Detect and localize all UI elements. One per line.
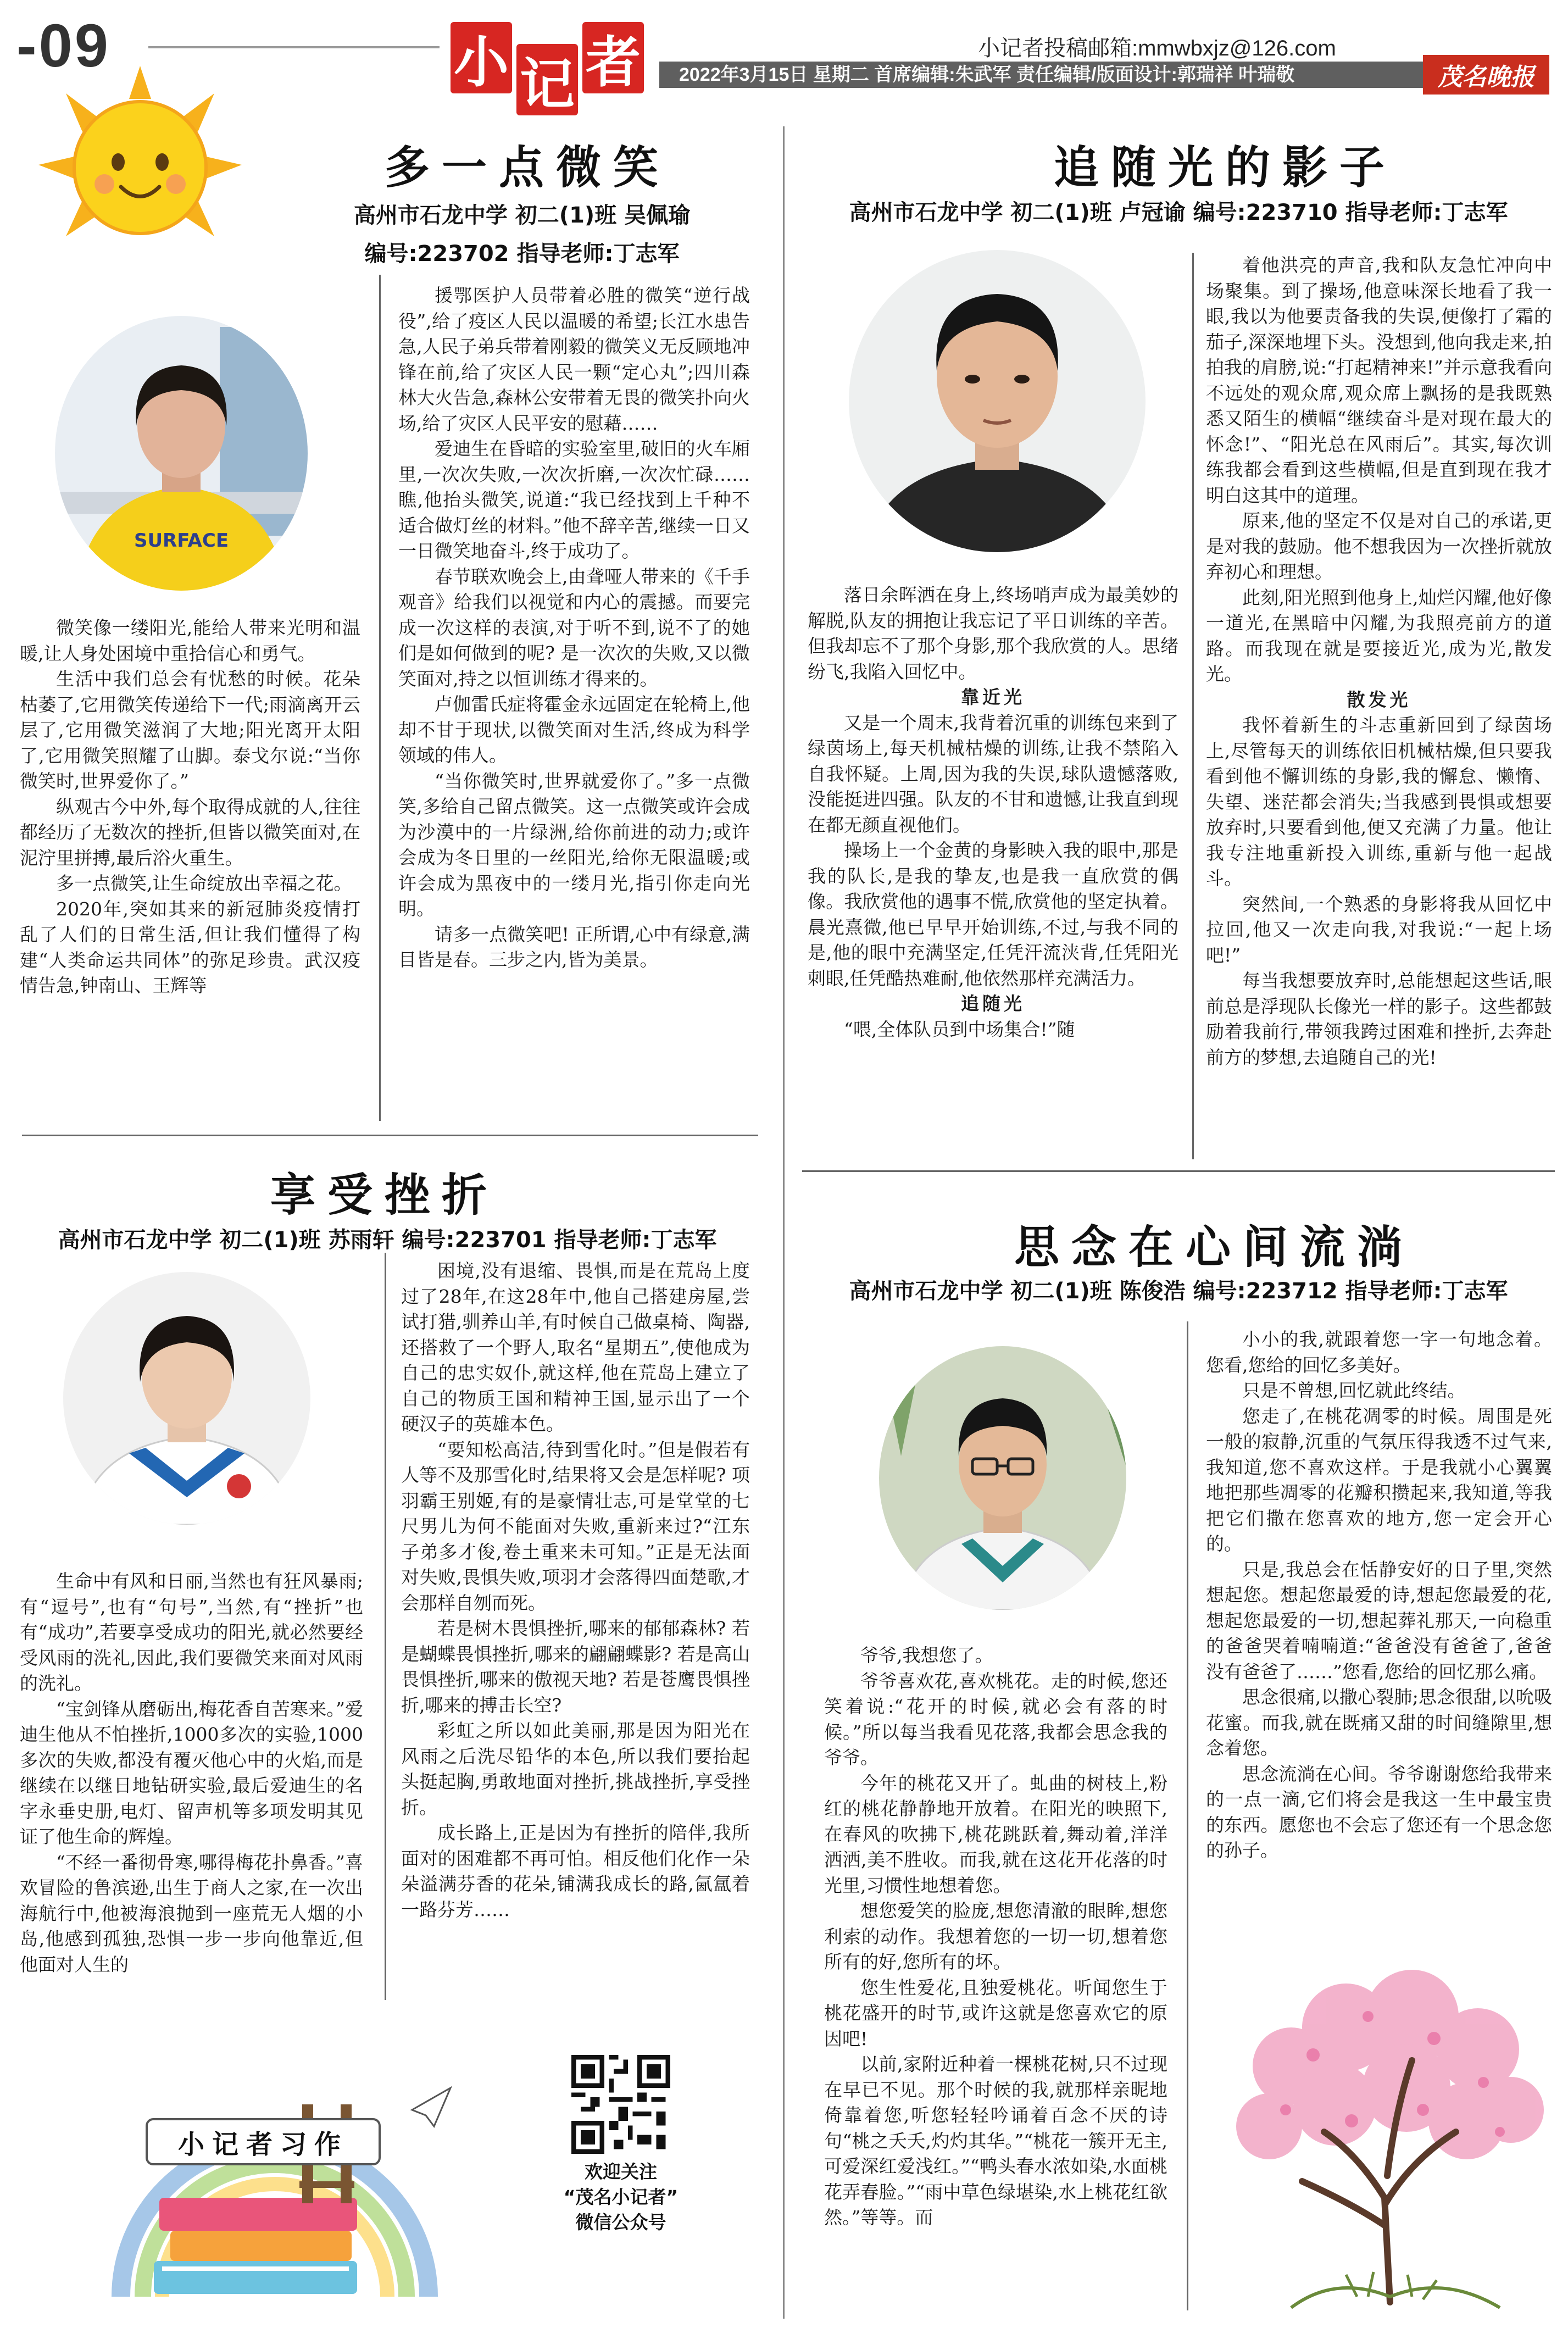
paragraph: 想您爱笑的脸庞,想您清澈的眼眸,想您利索的动作。我想着您的一切一切,想着您所有的好,您所有的坏。	[824, 1900, 1167, 1973]
subheading: 靠近光	[961, 686, 1025, 708]
article1-byline-id: 编号:223702 指导老师:丁志军	[364, 241, 680, 266]
article1-col1	[20, 615, 360, 999]
paragraph: 卢伽雷氏症将霍金永远固定在轮椅上,他却不甘于现状,以微笑面对生活,终成为科学领域的伟人。	[398, 693, 750, 766]
paragraph: 我怀着新生的斗志重新回到了绿茵场上,尽管每天的训练依旧机械枯燥,但只要我看到他不懈训练的身影,我的懈怠、懒惰、失望、迷茫都会消失;当我感到畏惧或想要放弃时,只要看到他,便又充满了力量。他让我专注地重新投入训练,重新与他一起战斗。	[1206, 714, 1552, 889]
paragraph: 您生性爱花,且独爱桃花。听闻您生于桃花盛开的时节,或许这就是您喜欢它的原因吧!	[824, 1976, 1167, 2049]
paragraph: 春节联欢晚会上,由聋哑人带来的《千手观音》给我们以视觉和内心的震撼。而要完成一次这样的表演,对于听不到,说不了的她们是如何做到的呢? 是一次次的失败,又以微笑面对,持之以恒训练才得来的。	[398, 565, 750, 690]
article4-title: 思念在心间流淌	[1014, 1221, 1414, 1274]
article1-author-photo	[55, 316, 308, 591]
shirt-text: SURFACE	[134, 530, 229, 552]
subheading: 追随光	[961, 993, 1025, 1014]
qr-code[interactable]	[571, 2055, 670, 2154]
section-char-1: 小	[451, 22, 512, 93]
qr-caption	[527, 2159, 714, 2235]
paragraph: 困境,没有退缩、畏惧,而是在荒岛上度过了28年,在这28年中,他自己搭建房屋,尝试打猎,驯养山羊,有时候自己做桌椅、陶器,还搭救了一个野人,取名“星期五”,使他成为自己的忠实奴仆,就这样,他在荒岛上建立了自己的物质王国和精神王国,显示出了一个硬汉子的英雄本色。	[401, 1260, 750, 1435]
qr-caption-line2: “茂名小记者”	[563, 2186, 679, 2208]
paragraph: 生活中我们总会有忧愁的时候。花朵枯萎了,它用微笑传递给下一代;雨滴离开云层了,它用微笑滋润了大地;阳光离开太阳了,它用微笑照耀了山脚。泰戈尔说:“当你微笑时,世界爱你了。”	[20, 668, 360, 792]
paragraph: 操场上一个金黄的身影映入我的眼中,那是我的队长,是我的挚友,也是我一直欣赏的偶像。我欣赏他的遇事不慌,欣赏他的坚定执着。晨光熹微,他已早早开始训练,不过,与我不同的是,他的眼中充满坚定,任凭汗流浃背,任凭阳光刺眼,任凭酷热难耐,他依然那样充满活力。	[808, 840, 1178, 989]
promo-banner: 小记者习作	[146, 2118, 381, 2165]
paragraph: 思念很痛,以撒心裂肺;思念很甜,以吮吸花蜜。而我,就在既痛又甜的时间缝隙里,想念着您。	[1206, 1686, 1552, 1759]
paragraph: 突然间,一个熟悉的身影将我从回忆中拉回,他又一次走向我,对我说:“一起上场吧!”	[1206, 893, 1552, 966]
paragraph: 以前,家附近种着一棵桃花树,只不过现在早已不见。那个时候的我,就那样亲昵地倚靠着您,听您轻轻吟诵着百念不厌的诗句“桃之夭夭,灼灼其华。”“桃花一簇开无主,可爱深红爱浅红。”“鸭头春水浓如染,水面桃花弄春脸。”“雨中草色绿堪染,水上桃花红欲然。”等等。而	[824, 2053, 1167, 2228]
section-masthead	[451, 22, 648, 115]
paragraph: 多一点微笑,让生命绽放出幸福之花。	[56, 873, 352, 894]
article4-author-photo	[879, 1346, 1126, 1610]
article3-byline: 高州市石龙中学 初二(1)班 卢冠谕 编号:223710 指导老师:丁志军	[849, 200, 1508, 225]
section-char-2: 记	[516, 44, 578, 115]
paragraph: “喂,全体队员到中场集合!”随	[844, 1018, 1075, 1040]
article1-byline-school: 高州市石龙中学 初二(1)班 吴佩瑜	[353, 203, 691, 228]
paragraph: 纵观古今中外,每个取得成就的人,往往都经历了无数次的挫折,但皆以微笑面对,在泥泞里拼搏,最后浴火重生。	[20, 796, 360, 869]
qr-caption-line3: 微信公众号	[575, 2212, 666, 2233]
paragraph: 只是,我总会在恬静安好的日子里,突然想起您。想起您最爱的诗,想起您最爱的花,想起您最爱的一切,想起葬礼那天,一向稳重的爸爸哭着喃喃道:“爸爸没有爸爸了,爸爸没有爸爸了……”您看,您给的回忆那么痛。	[1206, 1558, 1552, 1682]
column-rule	[1187, 1321, 1188, 2310]
paragraph: 您走了,在桃花凋零的时候。周围是死一般的寂静,沉重的气氛压得我透不过气来,我知道,您不喜欢这样。于是我就小心翼翼地把那些凋零的花瓣积攒起来,我知道,等我把它们撒在您喜欢的地方,您一定会开心的。	[1206, 1405, 1552, 1554]
article1-col2	[398, 283, 750, 973]
paragraph: “不经一番彻骨寒,哪得梅花扑鼻香。”喜欢冒险的鲁滨逊,出生于商人之家,在一次出海航行中,他被海浪抛到一座荒无人烟的小岛,他感到孤独,恐惧一步一步向他靠近,但他面对人生的	[20, 1851, 363, 1975]
subheading: 散发光	[1347, 688, 1411, 710]
peach-blossom-tree-illustration	[1225, 1967, 1555, 2319]
column-rule	[379, 275, 381, 1121]
paragraph: 又是一个周末,我背着沉重的训练包来到了绿茵场上,每天机械枯燥的训练,让我不禁陷入自我怀疑。上周,因为我的失误,球队遗憾落败,没能挺进四强。队友的不甘和遗憾,让我直到现在都无颜直视他们。	[808, 712, 1178, 836]
paragraph: 成长路上,正是因为有挫折的陪伴,我所面对的困难都不再可怕。相反他们化作一朵朵溢满芬香的花朵,铺满我成长的路,氤氲着一路芬芳……	[401, 1822, 750, 1920]
promo-illustration	[88, 2033, 461, 2308]
paragraph: “宝剑锋从磨砺出,梅花香自苦寒来。”爱迪生他从不怕挫折,1000多次的实验,1000多次的失败,都没有覆灭他心中的火焰,而是继续在以继日地钻研实验,最后爱迪生的名字永垂史册,电灯、留声机等多项发明其见证了他生命的辉煌。	[20, 1698, 363, 1847]
paragraph: 生命中有风和日丽,当然也有狂风暴雨;有“逗号”,也有“句号”,当然,有“挫折”也有“成功”,若要享受成功的阳光,就必然要经受风雨的洗礼,因此,我们要微笑来面对风雨的洗礼。	[20, 1570, 363, 1694]
paragraph: 爷爷,我想您了。	[860, 1644, 993, 1666]
paragraph: 小小的我,就跟着您一字一句地念着。您看,您给的回忆多美好。	[1206, 1329, 1552, 1376]
article3-title: 追随光的影子	[1053, 141, 1397, 194]
article3-col2	[1206, 253, 1552, 1070]
paragraph: 落日余晖洒在身上,终场哨声成为最美妙的解脱,队友的拥抱让我忘记了平日训练的辛苦。但我却忘不了那个身影,那个我欣赏的人。思绪纷飞,我陷入回忆中。	[808, 584, 1178, 682]
paragraph: 微笑像一缕阳光,能给人带来光明和温暖,让人身处困境中重拾信心和勇气。	[20, 617, 360, 664]
paragraph: 请多一点微笑吧! 正所谓,心中有绿意,满目皆是春。三步之内,皆为美景。	[398, 923, 750, 970]
paragraph: 若是树木畏惧挫折,哪来的郁郁森林? 若是蝴蝶畏惧挫折,哪来的翩翩蝶影? 若是高山畏惧挫折,哪来的傲视天地? 若是苍鹰畏惧挫折,哪来的搏击长空?	[401, 1618, 750, 1716]
page-number: -09	[16, 12, 110, 80]
paragraph: 今年的桃花又开了。虬曲的树枝上,粉红的桃花静静地开放着。在阳光的映照下,在春风的吹拂下,桃花跳跃着,舞动着,洋洋洒洒,美不胜收。而我,就在这花开花落的时光里,习惯性地想着您。	[824, 1772, 1167, 1896]
article3-col1	[808, 582, 1178, 1042]
column-rule	[1192, 253, 1194, 1159]
article2-author-photo	[63, 1272, 310, 1525]
article2-col1	[20, 1569, 363, 1977]
article4-byline: 高州市石龙中学 初二(1)班 陈俊浩 编号:223712 指导老师:丁志军	[849, 1279, 1508, 1304]
column-rule	[385, 1253, 386, 2000]
paragraph: 着他洪亮的声音,我和队友急忙冲向中场聚集。到了操场,他意味深长地看了我一眼,我以为他要责备我的失误,便像打了霜的茄子,深深地埋下头。没想到,他向我走来,拍拍我的肩膀,说:“打起精神来!”并示意我看向不远处的观众席,观众席上飘扬的是我既熟悉又陌生的横幅“继续奋斗是对现在最大的怀念!”、“阳光总在风雨后”。其实,每次训练我都会看到这些横幅,但是直到现在我才明白这其中的道理。	[1206, 254, 1552, 506]
paragraph: 彩虹之所以如此美丽,那是因为阳光在风雨之后洗尽铅华的本色,所以我们要抬起头挺起胸,勇敢地面对挫折,挑战挫折,享受挫折。	[401, 1720, 750, 1818]
paragraph: 每当我想要放弃时,总能想起这些话,眼前总是浮现队长像光一样的影子。这些都鼓励着我前行,带领我跨过困难和挫折,去奔赴前方的梦想,去追随自己的光!	[1206, 970, 1552, 1068]
article4-col1	[824, 1643, 1167, 2231]
paper-logo: 茂名晚报	[1423, 55, 1549, 95]
article2-byline: 高州市石龙中学 初二(1)班 苏雨轩 编号:223701 指导老师:丁志军	[58, 1227, 717, 1253]
paragraph: 爱迪生在昏暗的实验室里,破旧的火车厢里,一次次失败,一次次折磨,一次次忙碌……瞧,他抬头微笑,说道:“我已经找到上千种不适合做灯丝的材料。”他不辞辛苦,继续一日又一日微笑地奋斗,终于成功了。	[398, 438, 750, 562]
section-char-3: 者	[582, 22, 644, 93]
article2-col2	[401, 1258, 750, 1923]
paragraph: 此刻,阳光照到他身上,灿烂闪耀,他好像一道光,在黑暗中闪耀,为我照亮前方的道路。而我现在就是要接近光,成为光,散发光。	[1206, 586, 1552, 685]
article2-title: 享受挫折	[270, 1169, 499, 1221]
paragraph: 只是不曾想,回忆就此终结。	[1242, 1380, 1466, 1401]
qr-caption-line1: 欢迎关注	[585, 2161, 657, 2182]
sun-illustration	[22, 60, 258, 258]
paragraph: 爷爷喜欢花,喜欢桃花。走的时候,您还笑着说:“花开的时候,就必会有落的时候。”所以每当我看见花落,我都会思念我的爷爷。	[824, 1670, 1167, 1768]
paragraph: “当你微笑时,世界就爱你了。”多一点微笑,多给自己留点微笑。这一点微笑或许会成为沙漠中的一片绿洲,给你前进的动力;或许会成为冬日里的一丝阳光,给你无限温暖;或许会成为黑夜中的一缕月光,指引你走向光明。	[398, 770, 750, 919]
paragraph: 思念流淌在心间。爷爷谢谢您给我带来的一点一滴,它们将会是我这一生中最宝贵的东西。愿您也不会忘了您还有一个思念您的孙子。	[1206, 1763, 1552, 1861]
paragraph: 援鄂医护人员带着必胜的微笑“逆行战役”,给了疫区人民以温暖的希望;长江水患告急,人民子弟兵带着刚毅的微笑义无反顾地冲锋在前,给了灾区人民一颗“定心丸”;四川森林大火告急,森林公安带着无畏的微笑扑向火场,给了灾区人民平安的慰藉……	[398, 285, 750, 434]
info-bar: 2022年3月15日 星期二 首席编辑:朱武军 责任编辑/版面设计:郭瑞祥 叶瑞敬	[659, 62, 1549, 88]
section-divider	[22, 1135, 758, 1136]
submit-email: 小记者投稿邮箱:mmwbxjz@126.com	[978, 36, 1336, 60]
article4-col2	[1206, 1327, 1552, 1864]
header-rule	[148, 46, 440, 48]
paragraph: 原来,他的坚定不仅是对自己的承诺,更是对我的鼓励。他不想我因为一次挫折就放弃初心和理想。	[1206, 510, 1552, 582]
paragraph: “要知松高洁,待到雪化时。”但是假若有人等不及那雪化时,结果将又会是怎样呢? 项羽霸王别姬,有的是豪情壮志,可是堂堂的七尺男儿为何不能面对失败,重新来过?“江东子弟多才俊,卷土重来未可知。”正是无法面对失败,畏惧失败,项羽才会落得四面楚歌,才会那样自刎而死。	[401, 1438, 750, 1614]
article1-title: 多一点微笑	[384, 141, 670, 194]
section-divider	[802, 1170, 1555, 1172]
paragraph: 2020年,突如其来的新冠肺炎疫情打乱了人们的日常生活,但让我们懂得了构建“人类命运共同体”的弥足珍贵。武汉疫情告急,钟南山、王辉等	[20, 898, 360, 996]
page-center-rule	[783, 126, 785, 2319]
article3-author-photo	[849, 250, 1146, 552]
